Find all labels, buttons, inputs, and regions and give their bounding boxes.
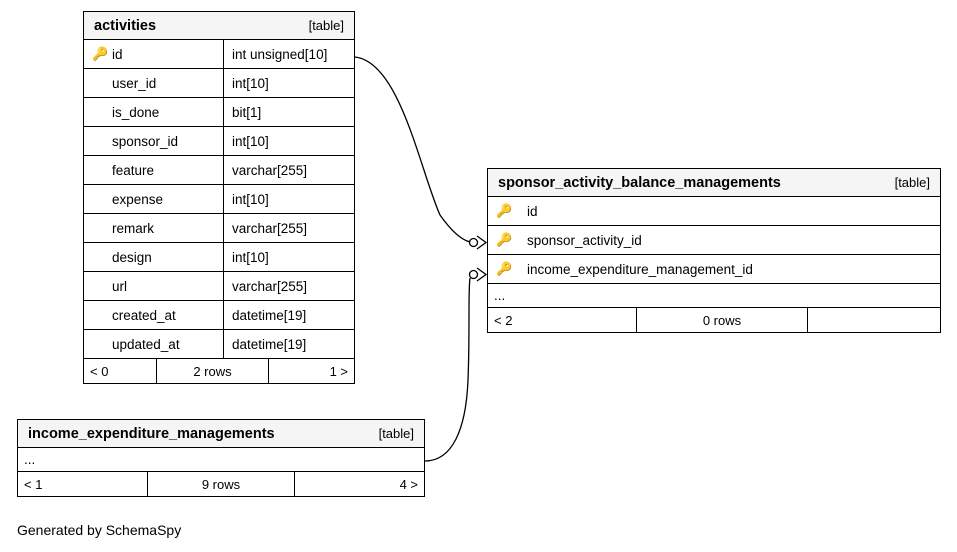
column-name-text: feature bbox=[112, 162, 155, 178]
column-cell-name bbox=[84, 69, 223, 97]
column-cell-name bbox=[84, 40, 223, 68]
column-cell-name bbox=[84, 156, 223, 184]
column-cell-name bbox=[84, 214, 223, 242]
parent-count-link[interactable]: < 1 bbox=[24, 476, 43, 492]
column-cell-name bbox=[84, 243, 223, 271]
column-type-text: int unsigned[10] bbox=[223, 40, 354, 68]
column-name-text: id bbox=[527, 203, 538, 219]
column-type-text: int[10] bbox=[223, 185, 354, 213]
more-columns-indicator: ... bbox=[18, 448, 424, 472]
pk-key-icon: 🔑 bbox=[496, 203, 513, 219]
table-sponsor-activity-balance-managements[interactable] bbox=[487, 168, 941, 333]
column-name-text: sponsor_activity_id bbox=[527, 232, 642, 248]
table-row[interactable] bbox=[84, 156, 354, 185]
column-cell-name bbox=[488, 226, 940, 254]
table-sabm-title: sponsor_activity_balance_managements bbox=[498, 174, 781, 191]
column-name-text: design bbox=[112, 249, 152, 265]
column-type-text: varchar[255] bbox=[223, 156, 354, 184]
fk-key-icon: 🔑 bbox=[496, 261, 513, 277]
column-type-text: int[10] bbox=[223, 69, 354, 97]
column-name-text: income_expenditure_management_id bbox=[527, 261, 753, 277]
row-count-label: 0 rows bbox=[636, 308, 808, 332]
column-name-text: url bbox=[112, 278, 128, 294]
parent-count-link[interactable]: < 0 bbox=[90, 363, 109, 379]
child-count-link[interactable]: 1 > bbox=[329, 363, 348, 379]
column-type-text: varchar[255] bbox=[223, 214, 354, 242]
table-row[interactable] bbox=[84, 243, 354, 272]
fk-key-icon: 🔑 bbox=[496, 232, 513, 248]
table-row[interactable] bbox=[84, 272, 354, 301]
table-row[interactable] bbox=[488, 255, 940, 284]
table-income-expenditure-managements[interactable] bbox=[17, 419, 425, 497]
column-name-text: created_at bbox=[112, 307, 176, 323]
table-activities-tag: [table] bbox=[308, 18, 344, 33]
table-activities-title: activities bbox=[94, 17, 157, 34]
column-name-text: user_id bbox=[112, 75, 157, 91]
column-type-text: datetime[19] bbox=[223, 301, 354, 329]
table-iem-tag: [table] bbox=[378, 426, 414, 441]
table-row[interactable] bbox=[84, 185, 354, 214]
table-activities-footer bbox=[84, 359, 354, 383]
column-cell-name bbox=[84, 98, 223, 126]
table-row[interactable] bbox=[84, 98, 354, 127]
table-sabm-header bbox=[488, 169, 940, 197]
table-sabm-tag: [table] bbox=[894, 175, 930, 190]
table-activities[interactable] bbox=[83, 11, 355, 384]
column-cell-name bbox=[488, 197, 940, 225]
child-count-link[interactable]: 4 > bbox=[399, 476, 418, 492]
table-row[interactable] bbox=[84, 127, 354, 156]
column-type-text: datetime[19] bbox=[223, 330, 354, 358]
column-name-text: updated_at bbox=[112, 336, 180, 352]
table-row[interactable] bbox=[84, 330, 354, 359]
table-sabm-footer bbox=[488, 308, 940, 332]
column-cell-name bbox=[84, 185, 223, 213]
table-iem-title: income_expenditure_managements bbox=[28, 425, 275, 442]
column-cell-name bbox=[84, 272, 223, 300]
column-cell-name bbox=[84, 301, 223, 329]
column-cell-name bbox=[84, 330, 223, 358]
table-row[interactable] bbox=[84, 40, 354, 69]
column-name-text: remark bbox=[112, 220, 155, 236]
row-count-label: 9 rows bbox=[147, 472, 295, 496]
table-row[interactable] bbox=[84, 214, 354, 243]
child-count-link[interactable] bbox=[808, 308, 940, 332]
table-row[interactable] bbox=[488, 197, 940, 226]
column-name-text: id bbox=[112, 46, 123, 62]
column-name-text: is_done bbox=[112, 104, 160, 120]
row-count-label: 2 rows bbox=[156, 359, 269, 383]
pk-key-icon: 🔑 bbox=[92, 46, 109, 62]
column-cell-name bbox=[488, 255, 940, 283]
table-row[interactable] bbox=[84, 301, 354, 330]
column-name-text: expense bbox=[112, 191, 164, 207]
more-columns-indicator: ... bbox=[488, 284, 940, 308]
table-iem-footer bbox=[18, 472, 424, 496]
parent-count-link[interactable]: < 2 bbox=[494, 312, 513, 328]
table-row[interactable] bbox=[84, 69, 354, 98]
table-row[interactable] bbox=[488, 226, 940, 255]
column-name-text: sponsor_id bbox=[112, 133, 179, 149]
column-type-text: bit[1] bbox=[223, 98, 354, 126]
column-type-text: int[10] bbox=[223, 243, 354, 271]
table-iem-header bbox=[18, 420, 424, 448]
column-cell-name bbox=[84, 127, 223, 155]
table-activities-header bbox=[84, 12, 354, 40]
column-type-text: int[10] bbox=[223, 127, 354, 155]
column-type-text: varchar[255] bbox=[223, 272, 354, 300]
generated-by-label: Generated by SchemaSpy bbox=[17, 522, 182, 538]
